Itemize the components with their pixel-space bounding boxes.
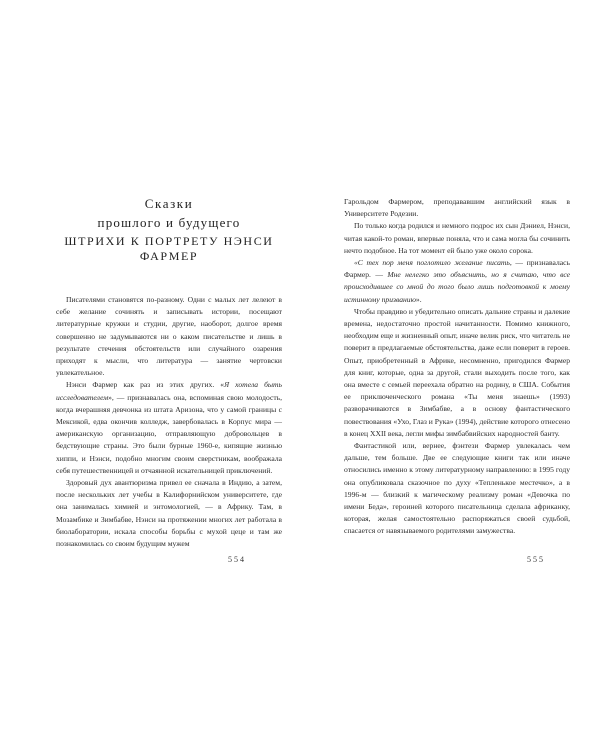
paragraph: Здоровый дух авантюризма привел ее сначала в Индию, а затем, после нескольких лет учебы в Калифорнийском университете, где она занималась химией и энтомологией, — в Африку. Там, в Мозамбике и Зимбабве, Нэнси на протяжении многих лет работала в биолаборатории, искала способы борьбы с мухой цеце и там же познакомилась со своим будущим мужем — [56, 478, 282, 549]
left-body-text — [56, 294, 282, 550]
text-run: ». — [415, 294, 422, 304]
italic-quote: но я считаю, что все происходившее со мной до того было лишь подготовкой к моему истинному призванию — [344, 270, 571, 304]
text-run: », — признавалась она, вспоминая свою молодость, когда вчерашняя девчонка из штата Аризона, что у самой границы с Мексикой, едва окончив колледж, завербовалась в Корпус мира — американскую организацию, отправляющую добровольцев в бедствующие страны. Это были бурные 1960-е, кипящие жизнью хиппи, и Нэнси, подобно многим своим сверстникам, воображала себя путешественницей и отчаянной искательницей приключений. — [56, 392, 282, 475]
paragraph — [56, 379, 282, 477]
right-body-text — [344, 196, 570, 538]
text-run: , — [485, 270, 492, 280]
italic-quote: Я хотела быть исследователем — [56, 380, 282, 402]
paragraph: Гарольдом Фармером, преподававшим английский язык в Университете Родезии. — [344, 197, 570, 219]
paragraph: По только когда родился и немного подрос их сын Дэниел, Нэнси, читая какой-то роман, впервые поняла, что и сама могла бы сочинить нечто подобное. На тот момент ей было уже около сорока. — [344, 221, 570, 255]
italic-quote: Мне нелегко это объяснить — [387, 270, 485, 280]
paragraph: Писателями становятся по-разному. Одни с малых лет лелеют в себе желание сочинять и записывать истории, посещают литературные кружки и студии, другие, наоборот, долгое время совершенно не задумываются ни о каком писательстве и лишь в результате стечения обстоятельств или случайного озарения приходят к мысли, что литература — занятие чертовски увлекательное. — [56, 295, 282, 378]
text-run: , — признавалась Фармер. — — [344, 258, 570, 280]
chapter-title-line-2: прошлого и будущего — [97, 215, 241, 230]
italic-quote: «С тех пор меня поглотило желание писать — [354, 258, 510, 268]
paragraph: Чтобы правдиво и убедительно описать дальние страны и далекие времена, недостаточно простой начитанности. Помимо книжного, необходим еще и жизненный опыт, иначе велик риск, что читатель не поверит в предлагаемые обстоятельства, даже если поверит в героев. Опыт, приобретенный в Африке, несомненно, пригодился Фармер для книг, которые, одна за другой, стали выходить после того, как она вместе с семьей переехала обратно на родину, в США. События ее приключенческого романа «Ты меня знаешь» (1993) разворачиваются в Зимбабве, а в основу фантастического повествования «Ухо, Глаз и Рука» (1994), действие которого отнесено в конец XXII века, легли мифы зимбабвийских народностей банту. — [344, 306, 570, 438]
page-number-right: 555 — [527, 555, 545, 564]
right-page — [300, 0, 600, 750]
paragraph: Фантастикой или, вернее, фэнтези Фармер увлекалась чем дальше, тем больше. Две ее следующие книги так или иначе относились именно к этому литературному направлению: в 1995 году она опубликовала сказочное по духу «Тепленькое местечко», а в 1996-м — близкий к магическому реализму роман «Девочка по имени Беда», героиней которого писательница сделала африканку, которая, желая самостоятельно распоряжаться своей судьбой, спасается от навязываемого родителями замужества. — [344, 441, 570, 536]
chapter-subtitle: ШТРИХИ К ПОРТРЕТУ НЭНСИ ФАРМЕР — [64, 234, 274, 263]
text-run: Нэнси Фармер как раз из этих других. « — [66, 380, 225, 390]
chapter-title-line-1: Сказки — [144, 196, 194, 211]
page-number-left: 554 — [228, 555, 246, 564]
paragraph — [344, 257, 570, 306]
chapter-title — [55, 194, 283, 232]
